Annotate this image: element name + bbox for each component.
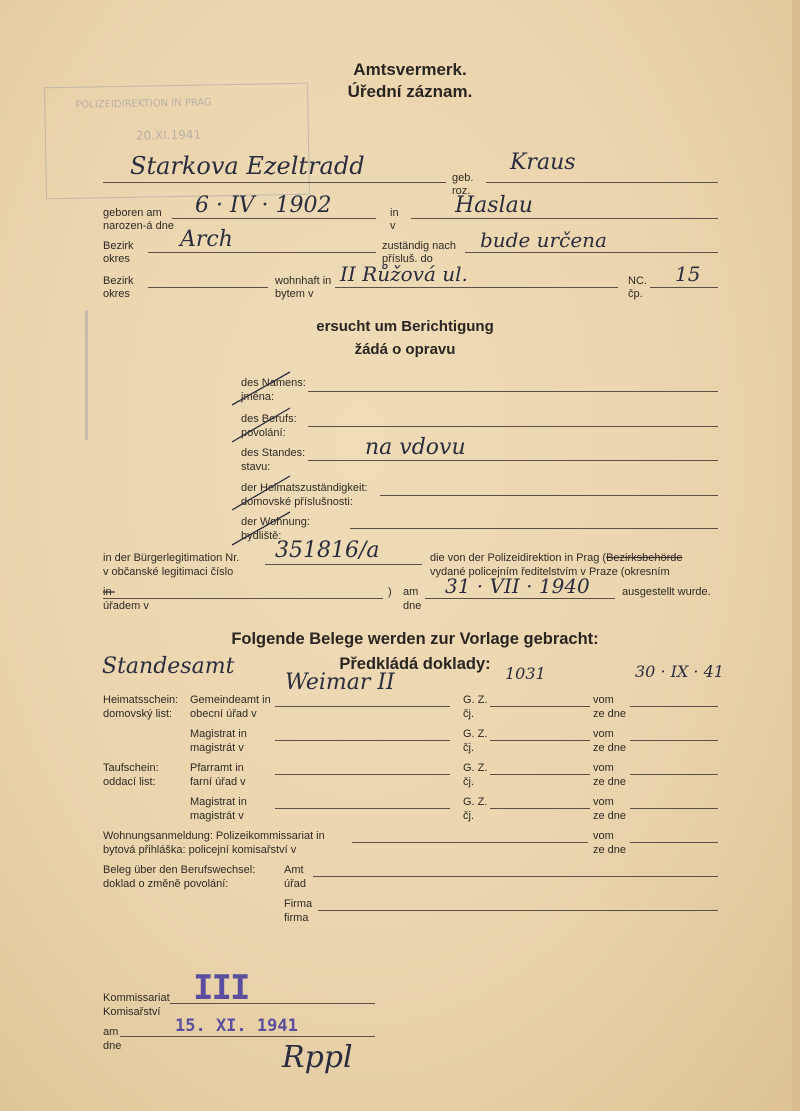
heimat-schein-de: Heimatsschein: (103, 694, 179, 706)
standes-value: na vdovu (365, 435, 466, 460)
legit-issuer-cs: vydané policejním ředitelstvím v Praze (okresním (430, 566, 670, 578)
namens-label-de: des Namens: (241, 377, 306, 389)
amt-de: Amt (284, 864, 304, 876)
name-value: Starkova Ezeltradd (130, 152, 365, 180)
vom2-de: vom (593, 728, 614, 740)
pfarr-line (275, 774, 450, 775)
gz2-line (490, 740, 590, 741)
title-cs: Úřední záznam. (347, 82, 473, 101)
amt-line (313, 876, 718, 877)
vom4-line (630, 808, 718, 809)
standes-label-cs: stavu: (241, 461, 271, 473)
beleg-cs: doklad o změně povolání: (103, 878, 229, 890)
signature: Rppl (282, 1040, 353, 1075)
footer-am-de: am (103, 1026, 119, 1038)
zust-label-cs: přísluš. do (382, 253, 433, 265)
wohn-label-de: wohnhaft in (275, 275, 332, 287)
legit-label-cs: v občanské legitimaci číslo (103, 566, 234, 578)
gz3-line (490, 774, 590, 775)
belege-title-de: Folgende Belege werden zur Vorlage gebracht: (231, 630, 599, 648)
legit-ausgestellt: ausgestellt wurde. (622, 586, 711, 598)
zustandig-value: bude určena (480, 228, 607, 252)
firma-de: Firma (284, 898, 313, 910)
bezirk2-label-cs: okres (103, 288, 130, 300)
strike-namens (232, 372, 290, 405)
footer-date-stamp: 15. XI. 1941 (175, 1016, 298, 1036)
legit-issuer-de-struck: Bezirksbehörde (606, 552, 683, 564)
wohnungs-cs: bytová přihláška: policejní komisařství v (103, 844, 297, 856)
legit-label-de: in der Bürgerlegitimation Nr. (103, 552, 240, 564)
komm-stamp-value: III (193, 968, 249, 1008)
gz1-cs: čj. (463, 708, 474, 720)
geb-label-cs: roz. (452, 185, 471, 197)
amt-cs: úřad (284, 878, 307, 890)
strike-heimat (232, 476, 290, 510)
nc-label-cs: čp. (628, 288, 643, 300)
belege-hw-weimar: Weimar II (285, 670, 395, 695)
komm-line (170, 1003, 375, 1004)
tauf-cs: oddací list: (103, 776, 156, 788)
geb-label-de: geb. (452, 172, 474, 184)
gz3-cs: čj. (463, 776, 474, 788)
pfarr-de: Pfarramt in (190, 762, 244, 774)
nc-label-de: NC. (628, 275, 647, 287)
bezirk2-label-de: Bezirk (103, 275, 134, 287)
bezirk-value: Arch (180, 227, 233, 252)
gz4-de: G. Z. (463, 796, 488, 808)
wohn-label-cs: bytem v (275, 288, 314, 300)
beleg-de: Beleg über den Berufswechsel: (103, 864, 256, 876)
wohnhaft-value: II Růžová ul. (340, 262, 468, 286)
belege-hw-date: 30 · IX · 41 (635, 662, 724, 681)
birthplace-value: Haslau (455, 193, 533, 218)
gz2-de: G. Z. (463, 728, 488, 740)
maiden-name-value: Kraus (510, 150, 576, 175)
vom2-line (630, 740, 718, 741)
legit-in-cs: úřadem v (103, 600, 149, 612)
born-date-value: 6 · IV · 1902 (195, 193, 332, 218)
heimat-label-cs: domovské příslušnosti: (241, 496, 353, 508)
wohnung-label-cs: bydliště: (241, 530, 282, 542)
magistrat2-de: Magistrat in (190, 796, 247, 808)
born-label-cs: narozen-á dne (103, 220, 174, 232)
vom5-line (630, 842, 718, 843)
zust-label-de: zuständig nach (382, 240, 456, 252)
belege-title-cs: Předkládá doklady: (339, 655, 491, 673)
legit-in-de: in (103, 586, 112, 598)
magistrat1-line (275, 740, 450, 741)
gz4-cs: čj. (463, 810, 474, 822)
belege-hw-standesamt: Standesamt (102, 654, 235, 679)
gemeinde-de: Gemeindeamt in (190, 694, 271, 706)
magistrat1-de: Magistrat in (190, 728, 247, 740)
vom4-de: vom (593, 796, 614, 808)
vom3-line (630, 774, 718, 775)
gz1-line (490, 706, 590, 707)
heimat-schein-cs: domovský list: (103, 708, 173, 720)
in-label-de: in (390, 207, 399, 219)
legit-issuer-de (430, 552, 683, 564)
in-label-cs: v (390, 220, 396, 232)
vom5-cs: ze dne (593, 844, 627, 856)
gemeinde-line (275, 706, 450, 707)
belege-hw-number: 1031 (505, 664, 546, 683)
vom1-line (630, 706, 718, 707)
gz3-de: G. Z. (463, 762, 488, 774)
footer-date-line (120, 1036, 375, 1037)
vom3-de: vom (593, 762, 614, 774)
wohnungs-line (352, 842, 588, 843)
komm-cs: Komisařství (103, 1006, 161, 1018)
magistrat2-line (275, 808, 450, 809)
request-title-cs: žádá o opravu (354, 341, 456, 358)
komm-de: Kommissariat (103, 992, 170, 1004)
gemeinde-cs: obecní úřad v (190, 708, 257, 720)
stamp-line-1: POLIZEIDIREKTION IN PRAG (75, 97, 212, 111)
vom4-cs: ze dne (593, 810, 627, 822)
vom1-cs: ze dne (593, 708, 627, 720)
request-title-de: ersucht um Berichtigung (316, 318, 494, 335)
title-de: Amtsvermerk. (353, 60, 467, 79)
legit-number-line (265, 564, 422, 565)
nc-value: 15 (675, 262, 701, 286)
heimat-label-de: der Heimatszuständigkeit: (241, 482, 368, 494)
legit-am-de: am (403, 586, 419, 598)
legit-number-value: 351816/a (275, 538, 380, 563)
strike-berufs (232, 408, 290, 442)
vom1-de: vom (593, 694, 614, 706)
stamp-line-2: 20.XI.1941 (135, 127, 202, 143)
wohnung-label-de: der Wohnung: (241, 516, 310, 528)
wohnungs-de: Wohnungsanmeldung: Polizeikommissariat in (103, 830, 325, 842)
vom3-cs: ze dne (593, 776, 627, 788)
legit-paren: ) (388, 586, 392, 598)
gz4-line (490, 808, 590, 809)
legit-in-line (103, 598, 383, 599)
gz2-cs: čj. (463, 742, 474, 754)
firma-cs: firma (284, 912, 309, 924)
gz1-de: G. Z. (463, 694, 488, 706)
born-label-de: geboren am (103, 207, 162, 219)
magistrat1-cs: magistrát v (190, 742, 244, 754)
magistrat2-cs: magistrát v (190, 810, 244, 822)
footer-am-cs: dne (103, 1040, 122, 1052)
namens-label-cs: jména: (241, 391, 275, 403)
tauf-de: Taufschein: (103, 762, 159, 774)
bezirk-label-de: Bezirk (103, 240, 134, 252)
vom5-de: vom (593, 830, 614, 842)
legit-date-line (425, 598, 615, 599)
standes-label-de: des Standes: (241, 447, 306, 459)
legit-issuer-de-text: die von der Polizeidirektion in Prag ( (430, 552, 607, 564)
pfarr-cs: farní úřad v (190, 776, 246, 788)
vom2-cs: ze dne (593, 742, 627, 754)
legit-date-value: 31 · VII · 1940 (445, 574, 590, 598)
firma-line (318, 910, 718, 911)
berufs-label-de: des Berufs: (241, 413, 297, 425)
legit-am-cs: dne (403, 600, 422, 612)
berufs-label-cs: povolání: (241, 427, 286, 439)
bezirk-label-cs: okres (103, 253, 130, 265)
